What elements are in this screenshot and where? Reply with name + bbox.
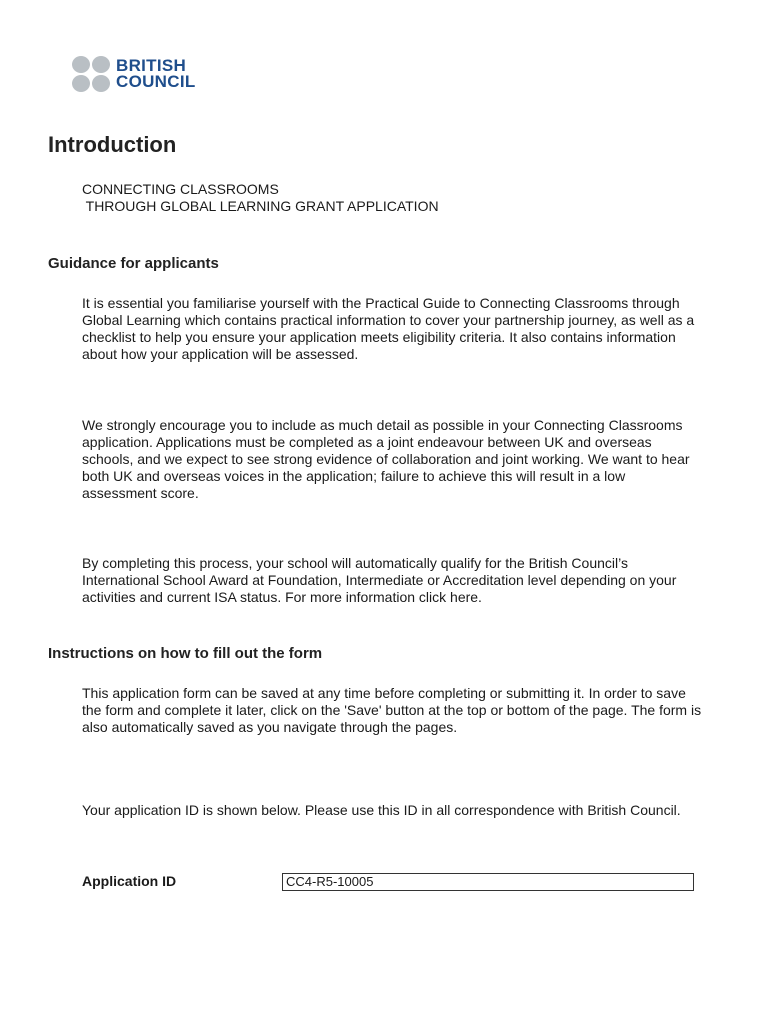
instructions-paragraph-1: This application form can be saved at any time before completing or submitting it. In order to save the form and complete it later, click on the 'Save' button at the top or bottom of the page. The form is also automatically saved as you navigate through the pages. <box>82 685 702 735</box>
instructions-paragraph-2: Your application ID is shown below. Please use this ID in all correspondence with British Council. <box>82 802 681 818</box>
logo-line-2: COUNCIL <box>116 72 196 91</box>
british-council-logo <box>72 56 196 92</box>
subtitle-line-2: THROUGH GLOBAL LEARNING GRANT APPLICATION <box>82 198 439 214</box>
logo-wordmark <box>116 58 196 90</box>
logo-line-1: BRITISH <box>116 56 187 75</box>
subtitle-line-1: CONNECTING CLASSROOMS <box>82 181 279 197</box>
guidance-paragraph-3: By completing this process, your school will automatically qualify for the British Council’s International School Award at Foundation, Intermediate or Accreditation level depending on your activities and current ISA status. For more information click here. <box>82 555 677 605</box>
guidance-heading: Guidance for applicants <box>48 255 219 272</box>
guidance-paragraph-2: We strongly encourage you to include as much detail as possible in your Connecting Classrooms application. Applications must be completed as a joint endeavour between UK and overseas schools, and we expect to see strong evidence of collaboration and joint working. We want to hear both UK and overseas voices in the application; failure to achieve this will result in a low assessment score. <box>82 417 690 501</box>
application-id-field[interactable]: CC4-R5-10005 <box>282 873 694 891</box>
application-id-label: Application ID <box>82 873 177 889</box>
logo-dots-icon <box>72 56 110 92</box>
instructions-heading: Instructions on how to fill out the form <box>48 645 323 662</box>
page-title: Introduction <box>48 132 177 157</box>
form-subtitle <box>82 181 439 215</box>
guidance-paragraph-1: It is essential you familiarise yourself with the Practical Guide to Connecting Classrooms through Global Learning which contains practical information to cover your partnership journey, as well as a checklist to help you ensure your application meets eligibility criteria. It also contains information about how your application will be assessed. <box>82 295 695 362</box>
